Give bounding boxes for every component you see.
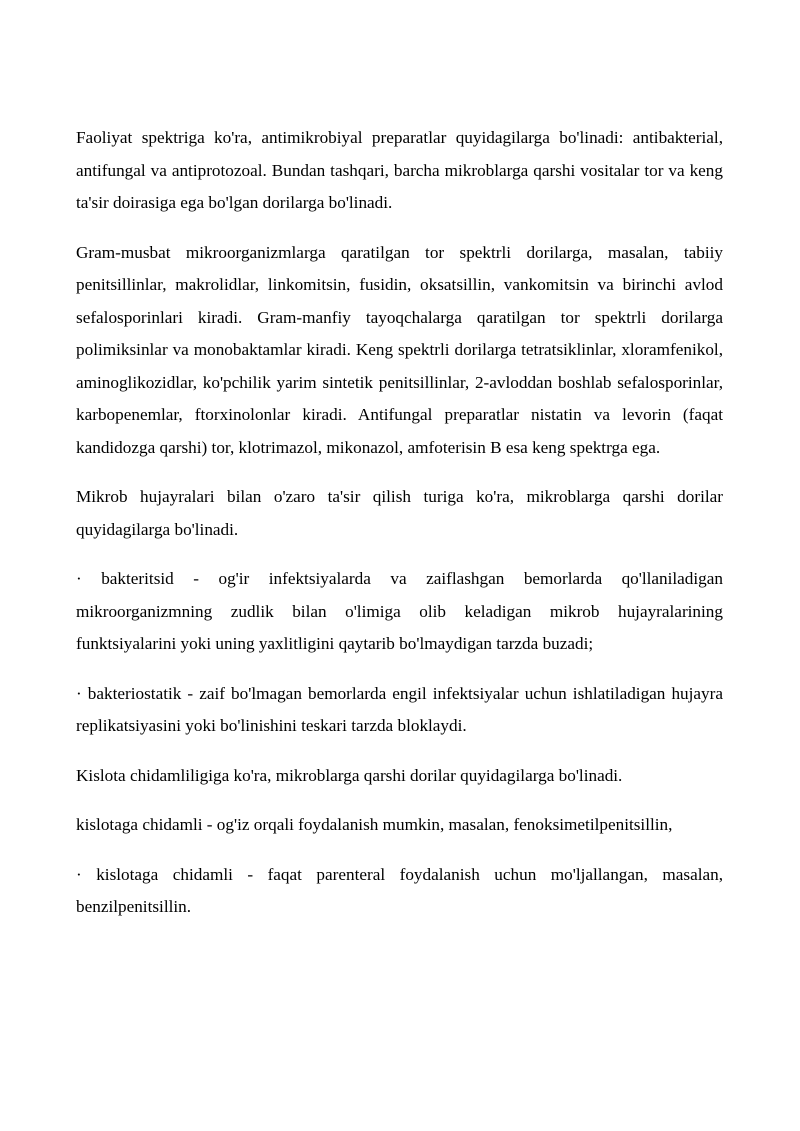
list-item-acid-nonresistant: · kislotaga chidamli - faqat parenteral foydalanish uchun mo'ljallangan, masalan, benzilpenitsillin.: [76, 864, 723, 916]
list-item-acid-resistant: kislotaga chidamli - og'iz orqali foydalanish mumkin, masalan, fenoksimetilpenitsillin,: [76, 815, 673, 834]
list-item-bactericidal: · bakteritsid - og'ir infektsiyalarda va zaiflashgan bemorlarda qo'llaniladigan mikroorganizmning zudlik bilan o'limiga olib keladigan mikrob hujayralarining funktsiyalarini yoki uning yaxlitligini qaytarib bo'lmaydigan tarzda buzadi;: [76, 569, 723, 653]
document-page: [76, 122, 723, 941]
paragraph-spectrum-classification: Faoliyat spektriga ko'ra, antimikrobiyal preparatlar quyidagilarga bo'linadi: antibakterial, antifungal va antiprotozoal. Bundan tashqari, barcha mikroblarga qarshi vositalar tor va keng ta'sir doirasiga ega bo'lgan dorilarga bo'linadi.: [76, 128, 723, 212]
paragraph-narrow-broad-spectrum: Gram-musbat mikroorganizmlarga qaratilgan tor spektrli dorilarga, masalan, tabiiy penitsillinlar, makrolidlar, linkomitsin, fusidin, oksatsillin, vankomitsin va birinchi avlod sefalosporinlari kiradi. Gram-manfiy tayoqchalarga qaratilgan tor spektrli dorilarga polimiksinlar va monobaktamlar kiradi. Keng spektrli dorilarga tetratsiklinlar, xloramfenikol, aminoglikozidlar, ko'pchilik yarim sintetik penitsillinlar, 2-avloddan boshlab sefalosporinlar, karbopenemlar, ftorxinolonlar kiradi. Antifungal preparatlar nistatin va levorin (faqat kandidozga qarshi) tor, klotrimazol, mikonazol, amfoterisin B esa keng spektrga ega.: [76, 242, 723, 457]
paragraph-interaction-type: Mikrob hujayralari bilan o'zaro ta'sir qilish turiga ko'ra, mikroblarga qarshi dorilar quyidagilarga bo'linadi.: [76, 487, 723, 539]
list-item-bacteriostatic: · bakteriostatik - zaif bo'lmagan bemorlarda engil infektsiyalar uchun ishlatiladigan hujayra replikatsiyasini yoki bo'linishini teskari tarzda bloklaydi.: [76, 683, 723, 735]
paragraph-acid-resistance: Kislota chidamliligiga ko'ra, mikroblarga qarshi dorilar quyidagilarga bo'linadi.: [76, 765, 623, 785]
